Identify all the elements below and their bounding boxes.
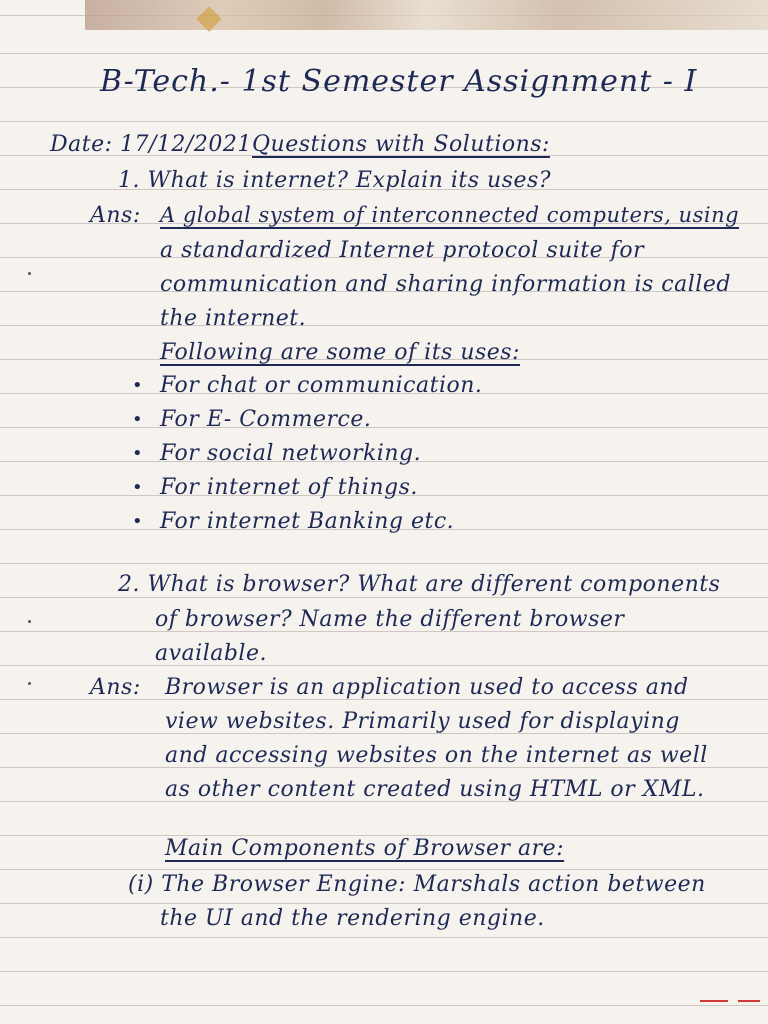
bullet-1: • [132, 375, 143, 396]
question-1: 1. What is internet? Explain its uses? [118, 168, 552, 193]
component-1-line-1: (i) The Browser Engine: Marshals action between [128, 872, 706, 897]
q2-answer-line-1: Browser is an application used to access and [165, 675, 689, 700]
q2-answer-line-3: and accessing websites on the internet as well [165, 743, 708, 768]
q2-answer-label: Ans: [90, 675, 141, 700]
q2-answer-line-4: as other content created using HTML or XML. [165, 777, 705, 802]
use-item-3: For social networking. [160, 441, 422, 466]
date-line: Date: 17/12/2021 [50, 132, 252, 157]
red-pen-mark [738, 1000, 760, 1002]
bullet-4: • [132, 477, 143, 498]
use-item-5: For internet Banking etc. [160, 509, 455, 534]
margin-dot [28, 620, 31, 623]
q1-answer-line-4: the internet. [160, 306, 307, 331]
sticker-mark [196, 6, 221, 31]
q1-answer-line-1: A global system of interconnected computers, using [160, 203, 740, 227]
component-1-line-2: the UI and the rendering engine. [160, 906, 545, 931]
question-2-line-2: of browser? Name the different browser [155, 607, 625, 632]
page-title: B-Tech.- 1st Semester Assignment - I [100, 64, 698, 99]
bullet-3: • [132, 443, 143, 464]
question-2-line-1: 2. What is browser? What are different components [118, 572, 721, 597]
use-item-1: For chat or communication. [160, 373, 483, 398]
margin-dot [28, 272, 31, 275]
q1-answer-line-3: communication and sharing information is called [160, 272, 731, 297]
margin-dot [28, 682, 31, 685]
bullet-5: • [132, 511, 143, 532]
q1-answer-label: Ans: [90, 203, 141, 228]
uses-heading: Following are some of its uses: [160, 340, 521, 365]
bullet-2: • [132, 409, 143, 430]
use-item-2: For E- Commerce. [160, 407, 372, 432]
question-2-line-3: available. [155, 641, 267, 666]
q1-answer-line-2: a standardized Internet protocol suite for [160, 238, 645, 263]
questions-heading: Questions with Solutions: [252, 132, 550, 157]
torn-paper-edge [85, 0, 768, 30]
red-pen-mark [700, 1000, 728, 1002]
q2-answer-line-2: view websites. Primarily used for displaying [165, 709, 680, 734]
use-item-4: For internet of things. [160, 475, 418, 500]
components-heading: Main Components of Browser are: [165, 836, 565, 861]
